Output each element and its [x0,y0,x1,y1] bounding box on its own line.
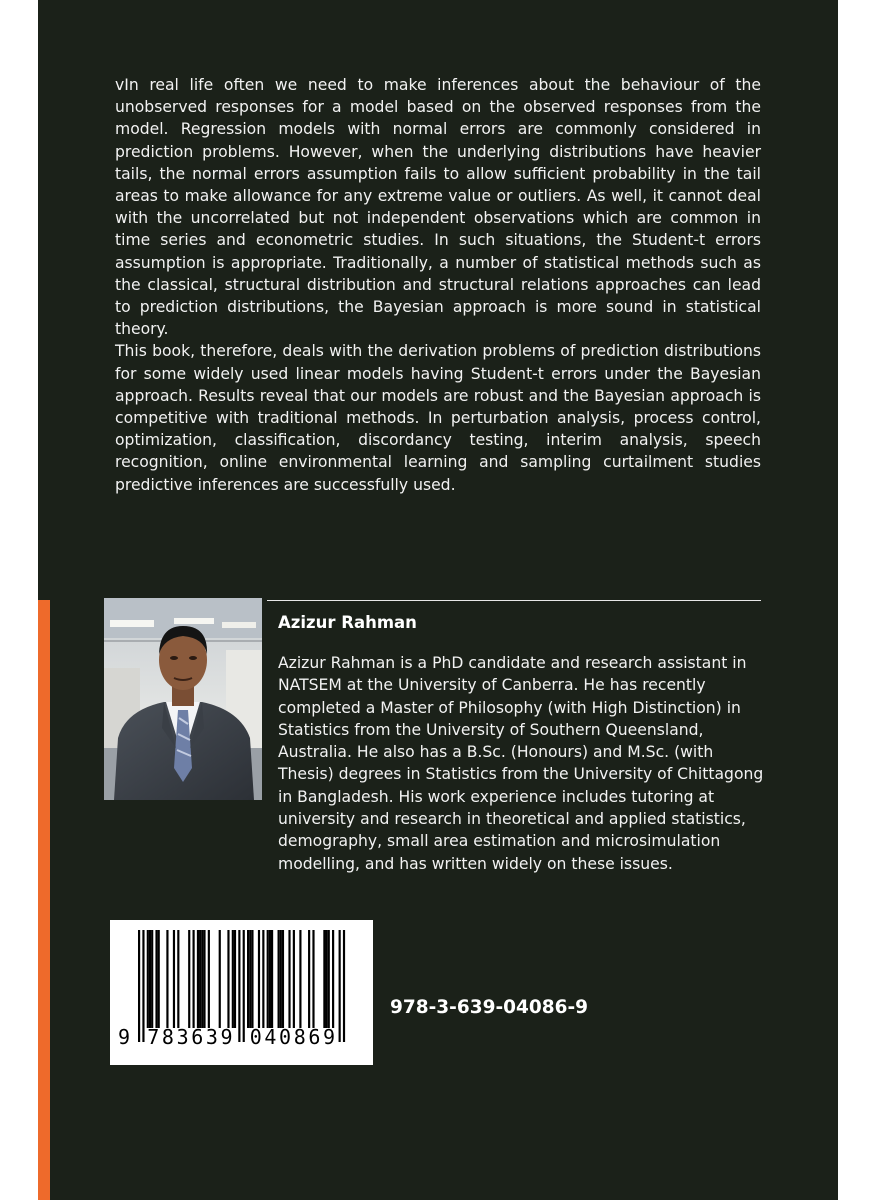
barcode-bar [299,930,301,1028]
barcode-bar [234,930,236,1028]
barcode-bar [193,930,195,1028]
description-paragraph-1: vIn real life often we need to make inferences about the behaviour of the unobserved responses for a model based on the observed responses from the model. Regression models with normal errors are commonly considered in prediction problems. However, when the underlying distributions have heavier tails, the normal errors assumption fails to allow sufficient probability in the tail areas to make allowance for any extreme value or outliers. As well, it cannot deal with the uncorrelated but not independent observations which are common in time series and econometric studies. In such situations, the Student-t errors assumption is appropriate. Traditionally, a number of statistical methods such as the classical, structural distribution and structural relations approaches can lead to prediction distributions, the Bayesian approach is more sound in statistical theory. [115,76,761,339]
barcode-bar [271,930,273,1028]
author-name: Azizur Rahman [278,613,417,632]
barcode-bar [197,930,199,1028]
barcode-bar [267,930,269,1028]
barcode-bar [282,930,284,1028]
barcode-bar [149,930,151,1028]
isbn-barcode [110,920,373,1065]
barcode-bar [328,930,330,1028]
barcode-bar [201,930,203,1028]
barcode-bar [269,930,271,1028]
barcode-bar [166,930,168,1028]
barcode-bar [312,930,314,1028]
barcode-bar [308,930,310,1028]
barcode-bar [188,930,190,1028]
barcode-bar [262,930,264,1028]
barcode-bar [151,930,153,1028]
barcode-bar [177,930,179,1028]
barcode-bar [323,930,325,1028]
barcode-bar [278,930,280,1028]
description-paragraph-2: This book, therefore, deals with the derivation problems of prediction distributions for some widely used linear models having Student-t errors under the Bayesian approach. Results reveal that our models are robust and the Bayesian approach is competitive with traditional methods. In perturbation analysis, process control, optimization, classification, discordancy testing, interim analysis, speech recognition, online environmental learning and sampling curtailment studies predictive inferences are successfully used. [115,342,761,494]
barcode-digits: 9 783639 040869 [118,1025,338,1049]
barcode-bar [249,930,251,1028]
barcode-bar [232,930,234,1028]
barcode-bar [227,930,229,1028]
barcode-bar [208,930,210,1028]
book-description [115,74,761,496]
barcode-bar [288,930,290,1028]
barcode-bar [332,930,334,1028]
barcode-bar [173,930,175,1028]
barcode-bar [280,930,282,1028]
orange-accent-strip [38,600,50,1200]
barcode-bar [199,930,201,1028]
author-photo [104,598,262,800]
barcode-bar [158,930,160,1028]
author-divider-line [267,600,761,601]
barcode-bar [325,930,327,1028]
barcode-bar [147,930,149,1028]
author-bio: Azizur Rahman is a PhD candidate and research assistant in NATSEM at the University of Canberra. He has recently completed a Master of Philosophy (with High Distinction) in Statistics from the University of Southern Queensland, Australia. He also has a B.Sc. (Honours) and M.Sc. (with Thesis) degrees in Statistics from the University of Chittagong in Bangladesh. His work experience includes tutoring at university and research in theoretical and applied statistics, demography, small area estimation and microsimulation modelling, and has written widely on these issues. [278,654,764,873]
back-cover [38,0,838,1200]
isbn-number: 978-3-639-04086-9 [390,997,589,1018]
barcode-bar [219,930,221,1028]
barcode-bar [251,930,253,1028]
barcode-bar [247,930,249,1028]
barcode-bar [155,930,157,1028]
barcode-bar [293,930,295,1028]
barcode-bar [258,930,260,1028]
barcode-bar [203,930,205,1028]
